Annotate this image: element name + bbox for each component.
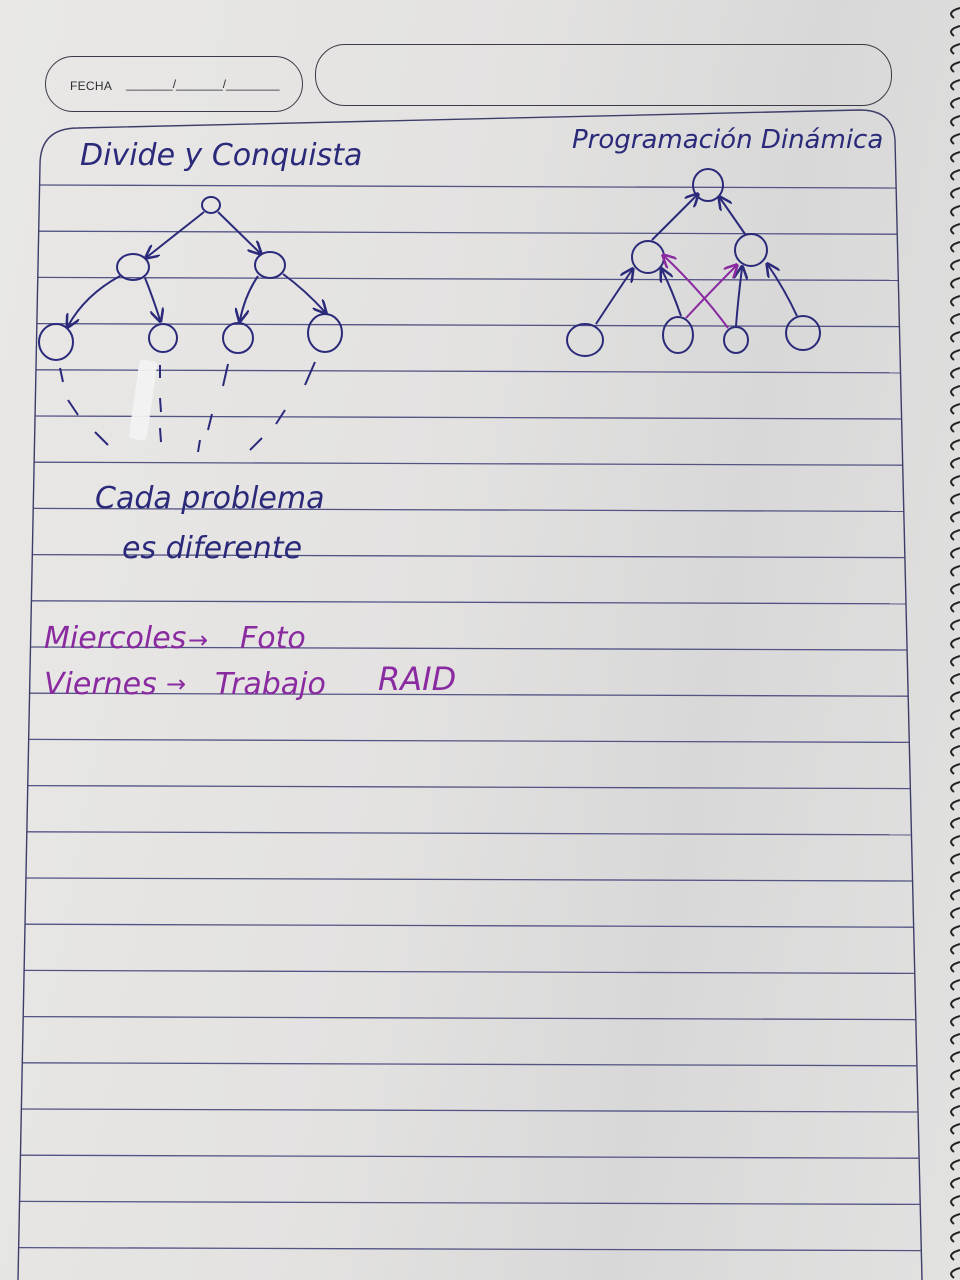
- dc-node-r1: [255, 252, 285, 278]
- note-day: Viernes: [44, 667, 157, 702]
- spiral-ring: [951, 350, 960, 360]
- note-arrow: →: [166, 670, 187, 698]
- spiral-ring: [951, 1088, 960, 1098]
- dp-edge: [768, 265, 797, 316]
- note-extra: RAID: [378, 660, 457, 698]
- spiral-ring: [951, 566, 960, 576]
- note-row-1: [44, 621, 306, 656]
- spiral-ring: [951, 1268, 960, 1278]
- dc-edge: [147, 212, 204, 257]
- spiral-ring: [951, 26, 960, 36]
- spiral-ring: [951, 962, 960, 972]
- dc-continuation: [198, 364, 228, 452]
- spiral-ring: [951, 224, 960, 234]
- spiral-ring: [951, 980, 960, 990]
- spiral-ring: [951, 116, 960, 126]
- spiral-binding: [936, 0, 960, 1280]
- spiral-ring: [951, 602, 960, 612]
- spiral-ring: [951, 404, 960, 414]
- spiral-ring: [951, 1214, 960, 1224]
- dp-edge: [662, 270, 681, 316]
- spiral-ring: [951, 332, 960, 342]
- spiral-ring: [951, 818, 960, 828]
- spiral-ring: [951, 368, 960, 378]
- spiral-ring: [951, 1196, 960, 1206]
- spiral-ring: [951, 530, 960, 540]
- note-task: Foto: [240, 621, 306, 656]
- spiral-ring: [951, 8, 960, 18]
- spiral-ring: [951, 1034, 960, 1044]
- spiral-ring: [951, 890, 960, 900]
- spiral-ring: [951, 854, 960, 864]
- spiral-ring: [951, 314, 960, 324]
- dp-leaf-4: [786, 316, 820, 350]
- spiral-ring: [951, 206, 960, 216]
- spiral-ring: [951, 674, 960, 684]
- divide-conquer-tree: [39, 197, 342, 452]
- spiral-ring: [951, 710, 960, 720]
- spiral-ring: [951, 242, 960, 252]
- spiral-ring: [951, 746, 960, 756]
- dc-leaf-3: [223, 323, 253, 353]
- spiral-ring: [951, 422, 960, 432]
- spiral-ring: [951, 80, 960, 90]
- spiral-ring: [951, 764, 960, 774]
- dp-leaf-2: [663, 317, 693, 353]
- dc-edge: [218, 212, 260, 253]
- spiral-ring: [951, 1070, 960, 1080]
- note-day: Miercoles: [44, 621, 187, 656]
- note-row-2: [44, 660, 456, 702]
- right-diagram-title: Programación Dinámica: [572, 125, 884, 155]
- dp-edge: [652, 195, 697, 240]
- note-arrow: →: [188, 626, 209, 654]
- spiral-ring: [951, 926, 960, 936]
- dp-leaf-1: [567, 324, 603, 356]
- spiral-ring: [951, 548, 960, 558]
- dc-edge: [283, 274, 325, 312]
- spiral-ring: [951, 260, 960, 270]
- spiral-ring: [951, 998, 960, 1008]
- dc-node-l1: [117, 254, 149, 280]
- spiral-ring: [951, 278, 960, 288]
- spiral-ring: [951, 476, 960, 486]
- dp-edge: [720, 198, 745, 234]
- spiral-ring: [951, 908, 960, 918]
- dp-edge: [736, 268, 742, 326]
- spiral-ring: [951, 1106, 960, 1116]
- spiral-ring: [951, 1124, 960, 1134]
- date-label: FECHA: [70, 79, 113, 93]
- spiral-ring: [951, 386, 960, 396]
- dc-edge: [68, 276, 120, 326]
- spiral-ring: [951, 494, 960, 504]
- dp-node-r1: [735, 234, 767, 266]
- spiral-ring: [951, 512, 960, 522]
- spiral-ring: [951, 638, 960, 648]
- left-diagram-title: Divide y Conquista: [80, 138, 363, 173]
- spiral-ring: [951, 1052, 960, 1062]
- dc-continuation: [60, 368, 108, 445]
- spiral-ring: [951, 1250, 960, 1260]
- spiral-ring: [951, 782, 960, 792]
- spiral-ring: [951, 170, 960, 180]
- spiral-ring: [951, 692, 960, 702]
- spiral-ring: [951, 800, 960, 810]
- spiral-ring: [951, 1160, 960, 1170]
- dc-edge: [240, 276, 258, 320]
- dp-root-node: [693, 169, 723, 201]
- dynamic-programming-graph: [567, 169, 820, 356]
- spiral-ring: [951, 728, 960, 738]
- correction-mark: [129, 359, 158, 441]
- spiral-ring: [951, 1142, 960, 1152]
- dc-root-node: [202, 197, 220, 213]
- spiral-ring: [951, 836, 960, 846]
- dc-leaf-1: [39, 324, 73, 360]
- spiral-ring: [951, 440, 960, 450]
- spiral-ring: [951, 188, 960, 198]
- dc-leaf-2: [149, 324, 177, 352]
- spiral-ring: [951, 296, 960, 306]
- spiral-ring: [951, 872, 960, 882]
- dc-edge: [145, 278, 160, 320]
- caption-line-2: es diferente: [122, 531, 303, 566]
- spiral-ring: [951, 98, 960, 108]
- spiral-ring: [951, 458, 960, 468]
- dc-continuation: [160, 365, 161, 442]
- spiral-ring: [951, 44, 960, 54]
- spiral-ring: [951, 620, 960, 630]
- caption-line-1: Cada problema: [95, 481, 325, 516]
- date-blank: _______/_______/________: [126, 77, 280, 91]
- spiral-ring: [951, 62, 960, 72]
- dc-leaf-4: [308, 314, 342, 352]
- spiral-ring: [951, 656, 960, 666]
- spiral-ring: [951, 584, 960, 594]
- dp-leaf-3: [724, 327, 748, 353]
- dc-continuation: [250, 362, 315, 450]
- dp-node-l1: [632, 241, 664, 273]
- spiral-ring: [951, 152, 960, 162]
- dp-edge: [596, 270, 632, 324]
- spiral-ring: [951, 1178, 960, 1188]
- dp-edge-purple: [686, 266, 736, 318]
- spiral-ring: [951, 134, 960, 144]
- note-task: Trabajo: [215, 667, 326, 702]
- spiral-ring: [951, 1016, 960, 1026]
- spiral-ring: [951, 1232, 960, 1242]
- spiral-ring: [951, 944, 960, 954]
